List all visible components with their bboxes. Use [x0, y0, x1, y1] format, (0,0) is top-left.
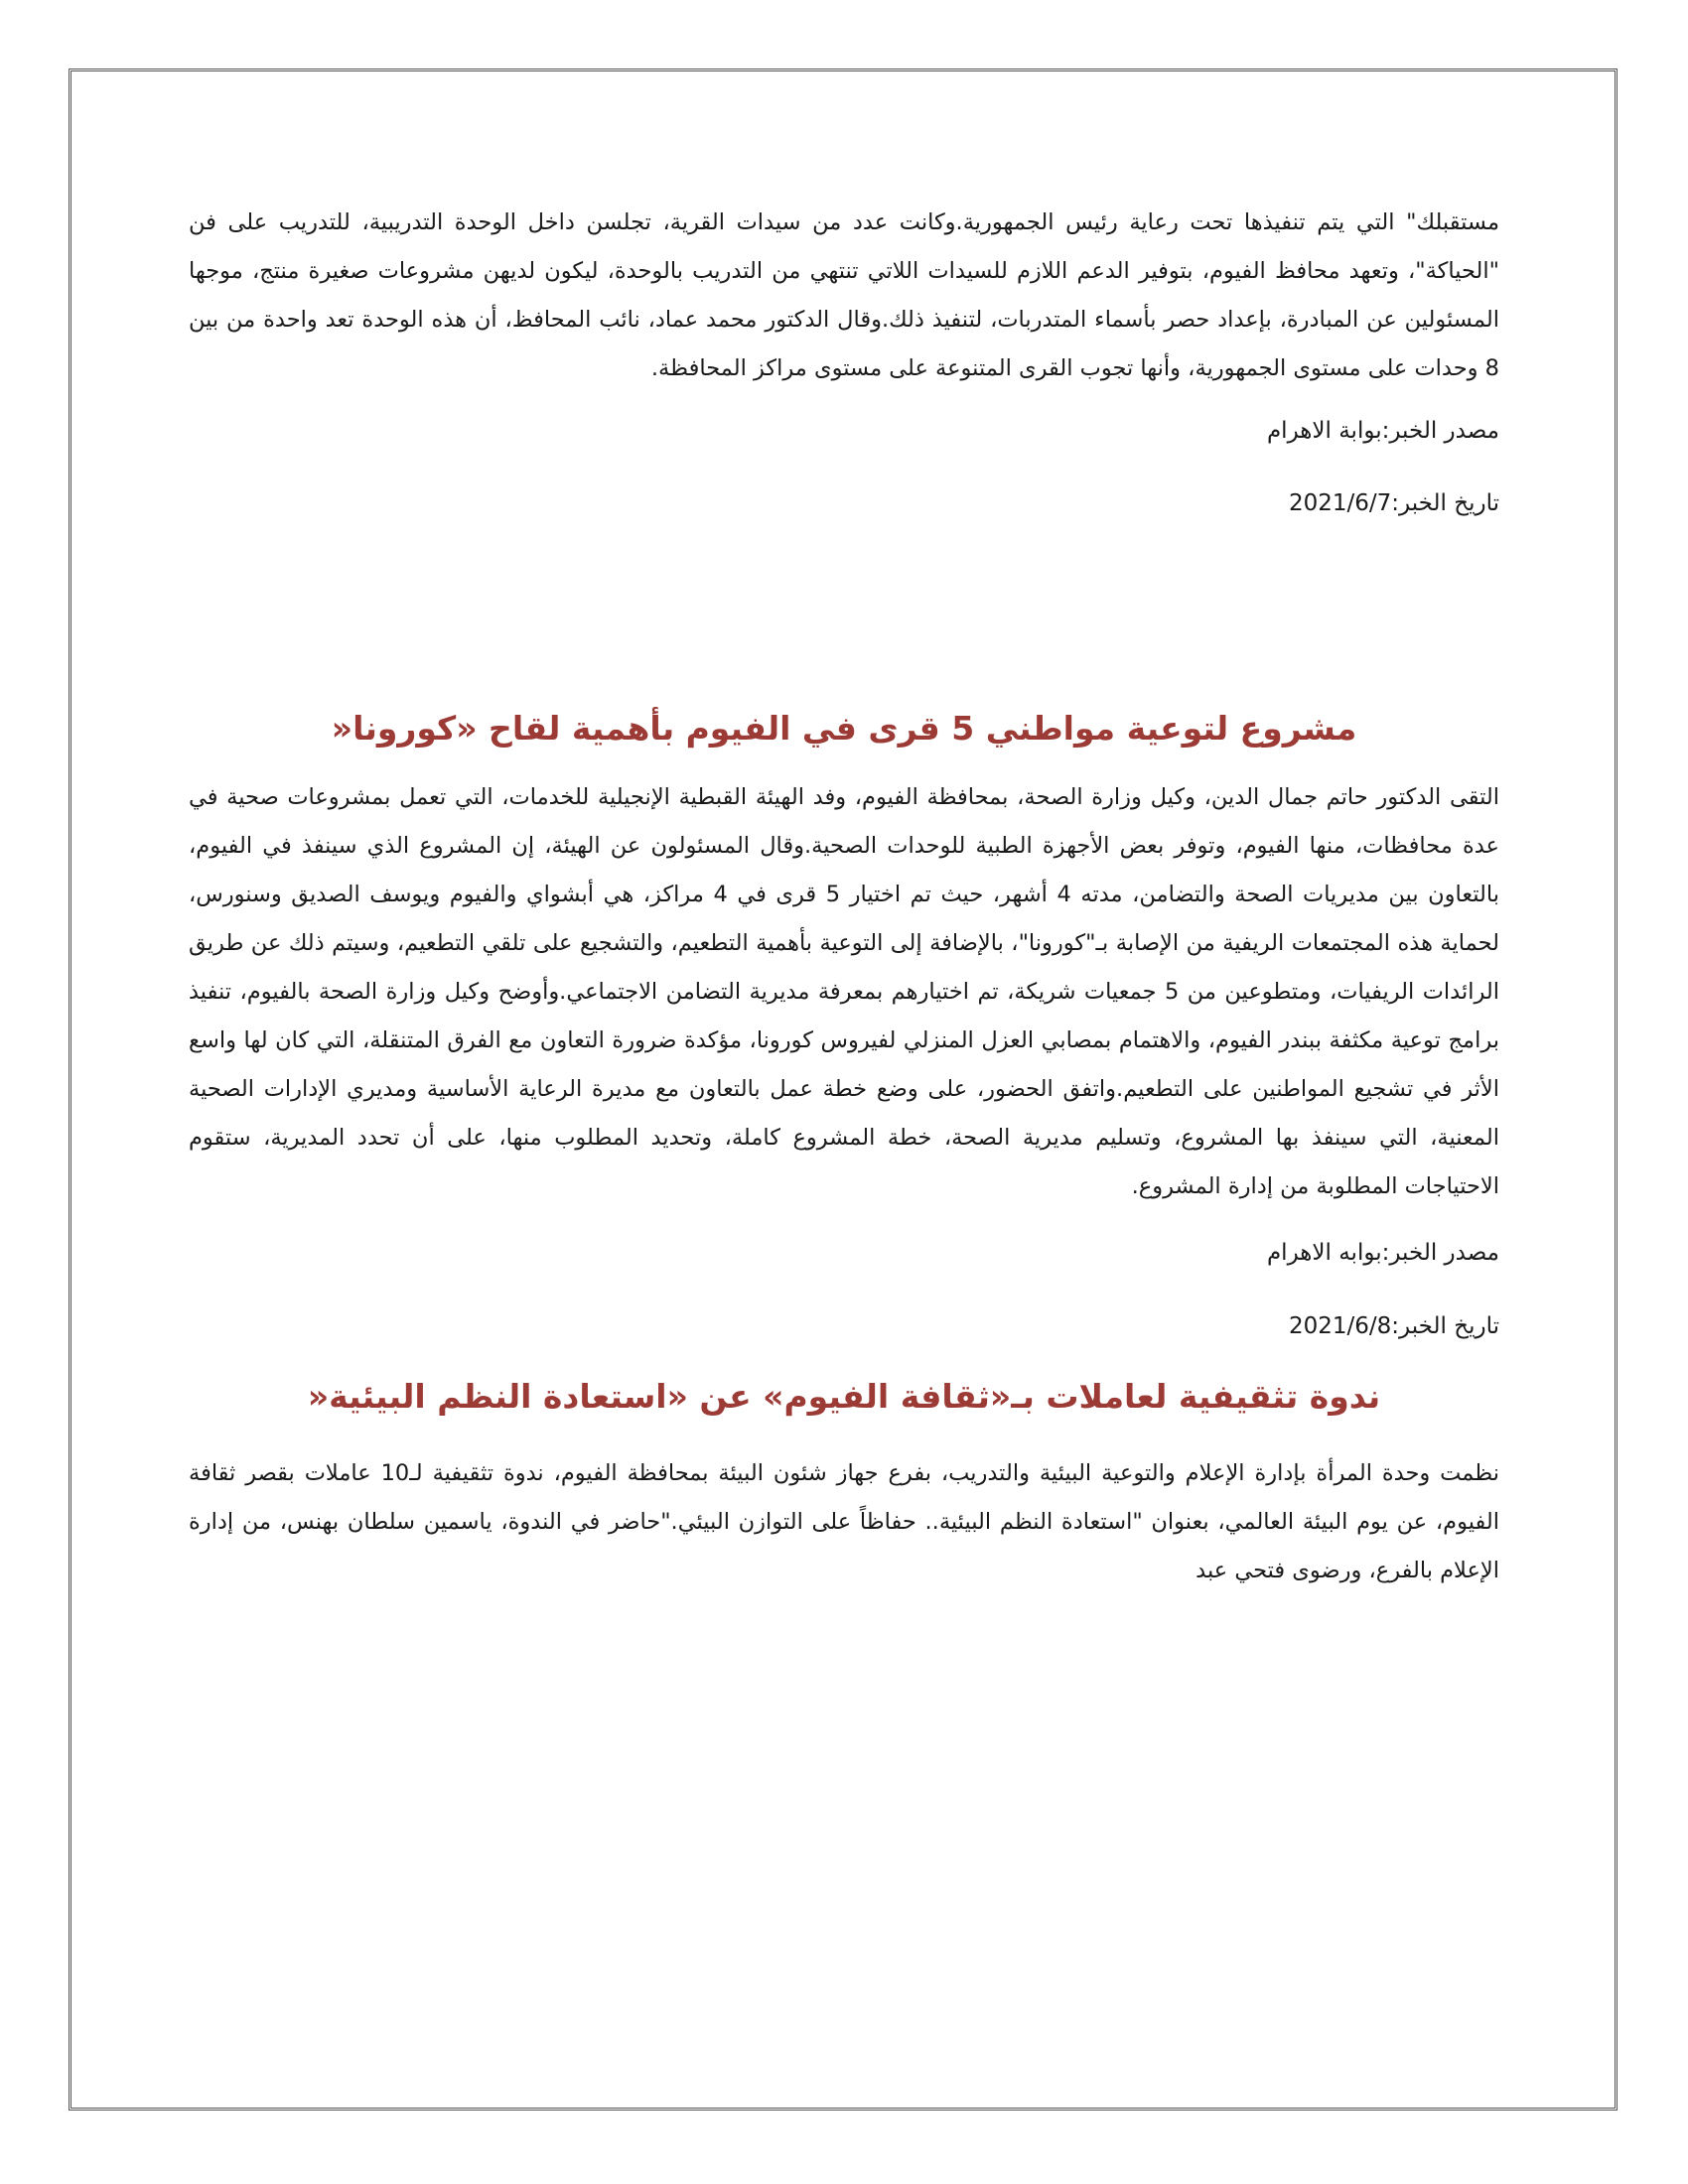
article2-body: التقى الدكتور حاتم جمال الدين، وكيل وزارة الصحة، بمحافظة الفيوم، وفد الهيئة القبطية الإنجيلية للخدمات، التي تعمل بمشروعات صحية في عدة محافظات، منها الفيوم، وتوفر بعض الأجهزة الطبية للوحدات الصحية.وقال المسئولون عن الهيئة، إن المشروع الذي سينفذ في الفيوم، بالتعاون بين مديريات الصحة والتضامن، مدته 4 أشهر، حيث تم اختيار 5 قرى في 4 مراكز، هي أبشواي والفيوم ويوسف الصديق وسنورس، لحماية هذه المجتمعات الريفية من الإصابة بـ"كورونا"، بالإضافة إلى التوعية بأهمية التطعيم، والتشجيع على تلقي التطعيم، وسيتم ذلك عن طريق الرائدات الريفيات، ومتطوعين من 5 جمعيات شريكة، تم اختيارهم بمعرفة مديرية التضامن الاجتماعي.وأوضح وكيل وزارة الصحة بالفيوم، تنفيذ برامج توعية مكثفة ببندر الفيوم، والاهتمام بمصابي العزل المنزلي لفيروس كورونا، مؤكدة ضرورة التعاون مع الفرق المتنقلة، التي كان لها واسع الأثر في تشجيع المواطنين على التطعيم.واتفق الحضور، على وضع خطة عمل بالتعاون مع مديرة الرعاية الأساسية ومديري الإدارات الصحية المعنية، التي سينفذ بها المشروع، وتسليم مديرية الصحة، خطة المشروع كاملة، وتحديد المطلوب منها، على أن تحدد المديرية، ستقوم الاحتياجات المطلوبة من إدارة المشروع. — [189, 784, 1500, 1199]
article1-date: تاريخ الخبر:2021/6/7 — [1288, 490, 1499, 516]
document-content — [189, 199, 1499, 1595]
article2-date: تاريخ الخبر:2021/6/8 — [1288, 1313, 1499, 1339]
article2-source: مصدر الخبر:بوابه الاهرام — [1266, 1240, 1499, 1266]
article3-body: نظمت وحدة المرأة بإدارة الإعلام والتوعية البيئية والتدريب، بفرع جهاز شئون البيئة بمحافظة الفيوم، ندوة تثقيفية لـ10 عاملات بقصر ثقافة الفيوم، عن يوم البيئة العالمي، بعنوان "استعادة النظم البيئية.. حفاظاً على التوازن البيئي."حاضر في الندوة، ياسمين سلطان بهنس، من إدارة الإعلام بالفرع، ورضوى فتحي عبد — [189, 1460, 1499, 1583]
article2-title: مشروع لتوعية مواطني 5 قرى في الفيوم بأهمية لقاح «كورونا« — [331, 709, 1357, 748]
article1-body: مستقبلك" التي يتم تنفيذها تحت رعاية رئيس الجمهورية.وكانت عدد من سيدات القرية، تجلسن داخل الوحدة التدريبية، للتدريب على فن "الحياكة"، وتعهد محافظ الفيوم، بتوفير الدعم اللازم للسيدات اللاتي تنتهي من التدريب بالوحدة، ليكون لديهن مشروعات صغيرة منتج، موجها المسئولين عن المبادرة، بإعداد حصر بأسماء المتدربات، لتنفيذ ذلك.وقال الدكتور محمد عماد، نائب المحافظ، أن هذه الوحدة تعد واحدة من بين 8 وحدات على مستوى الجمهورية، وأنها تجوب القرى المتنوعة على مستوى مراكز المحافظة. — [189, 209, 1499, 381]
article3-title: ندوة تثقيفية لعاملات بـ«ثقافة الفيوم» عن «استعادة النظم البيئية« — [307, 1377, 1381, 1416]
article1-source: مصدر الخبر:بوابة الاهرام — [1266, 418, 1499, 444]
